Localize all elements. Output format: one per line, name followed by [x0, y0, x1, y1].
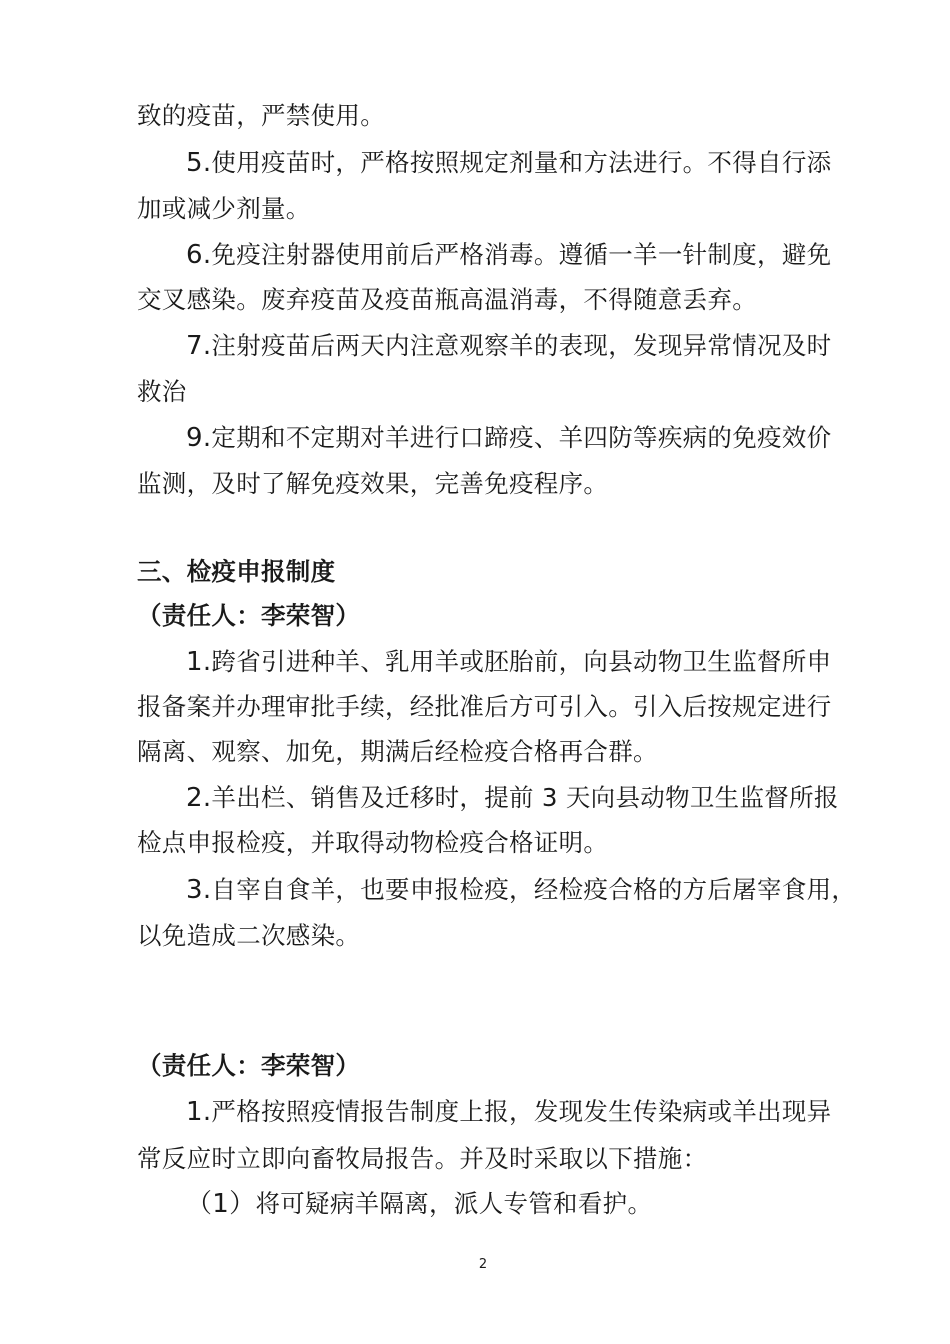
line-text: 常反应时立即向畜牧局报告。并及时采取以下措施： [137, 1144, 708, 1173]
paragraph-line [186, 330, 831, 362]
paragraph-line [137, 920, 360, 952]
item-number: 5. [186, 148, 212, 178]
item-number: 1. [186, 1097, 212, 1127]
line-text: 交叉感染。废弃疫苗及疫苗瓶高温消毒，不得随意丢弃。 [137, 285, 757, 314]
page-number: 2 [478, 1257, 488, 1272]
line-text: 致的疫苗，严禁使用。 [137, 101, 385, 130]
line-text: 监测，及时了解免疫效果，完善免疫程序。 [137, 469, 609, 498]
paragraph-line [186, 646, 831, 678]
item-number: （1） [186, 1189, 256, 1219]
paragraph-line [186, 239, 831, 271]
line-text: 免疫注射器使用前后严格消毒。遵循一羊一针制度，避免 [211, 240, 832, 269]
item-number: 7. [186, 331, 212, 361]
line-text: 报备案并办理审批手续，经批准后方可引入。引入后按规定进行 [137, 692, 832, 721]
responsible-person: （责任人：李荣智） [137, 601, 361, 630]
line-text: 检点申报检疫，并取得动物检疫合格证明。 [137, 828, 609, 857]
line-text: 注射疫苗后两天内注意观察羊的表现，发现异常情况及时 [211, 331, 832, 360]
line-text: 定期和不定期对羊进行口蹄疫、羊四防等疾病的免疫效价 [211, 423, 832, 452]
line-text: 以免造成二次感染。 [137, 921, 361, 950]
item-number: 1. [186, 647, 212, 677]
paragraph-line [186, 874, 856, 906]
paragraph-line [137, 376, 187, 408]
item-number: 2. [186, 783, 212, 813]
paragraph-line [137, 691, 831, 723]
paragraph-line [186, 147, 831, 179]
paragraph-line [137, 827, 608, 859]
line-text: 严格按照疫情报告制度上报，发现发生传染病或羊出现异 [211, 1097, 832, 1126]
paragraph-line [137, 100, 385, 132]
section-title: 三、检疫申报制度 [137, 557, 336, 586]
paragraph-line [186, 1096, 831, 1128]
paragraph-line [137, 1143, 707, 1175]
line-text: 跨省引进种羊、乳用羊或胚胎前，向县动物卫生监督所申 [211, 647, 832, 676]
paragraph-line [137, 736, 658, 768]
responsible-person: （责任人：李荣智） [137, 1051, 361, 1080]
line-text: 将可疑病羊隔离，派人专管和看护。 [255, 1189, 653, 1218]
line-text: 加或减少剂量。 [137, 194, 311, 223]
line-text: 自宰自食羊，也要申报检疫，经检疫合格的方后屠宰食用， [211, 875, 857, 904]
item-number: 9. [186, 423, 212, 453]
item-number: 3. [186, 875, 212, 905]
paragraph-line [186, 422, 831, 454]
line-text: 羊出栏、销售及迁移时，提前 3 天向县动物卫生监督所报 [211, 783, 839, 812]
paragraph-line [186, 782, 839, 814]
line-text: 救治 [137, 377, 187, 406]
paragraph-line [137, 284, 757, 316]
paragraph-line [186, 1188, 652, 1220]
paragraph-line [137, 193, 311, 225]
paragraph-line [137, 468, 608, 500]
line-text: 隔离、观察、加免，期满后经检疫合格再合群。 [137, 737, 658, 766]
item-number: 6. [186, 240, 212, 270]
line-text: 使用疫苗时，严格按照规定剂量和方法进行。不得自行添 [211, 148, 832, 177]
